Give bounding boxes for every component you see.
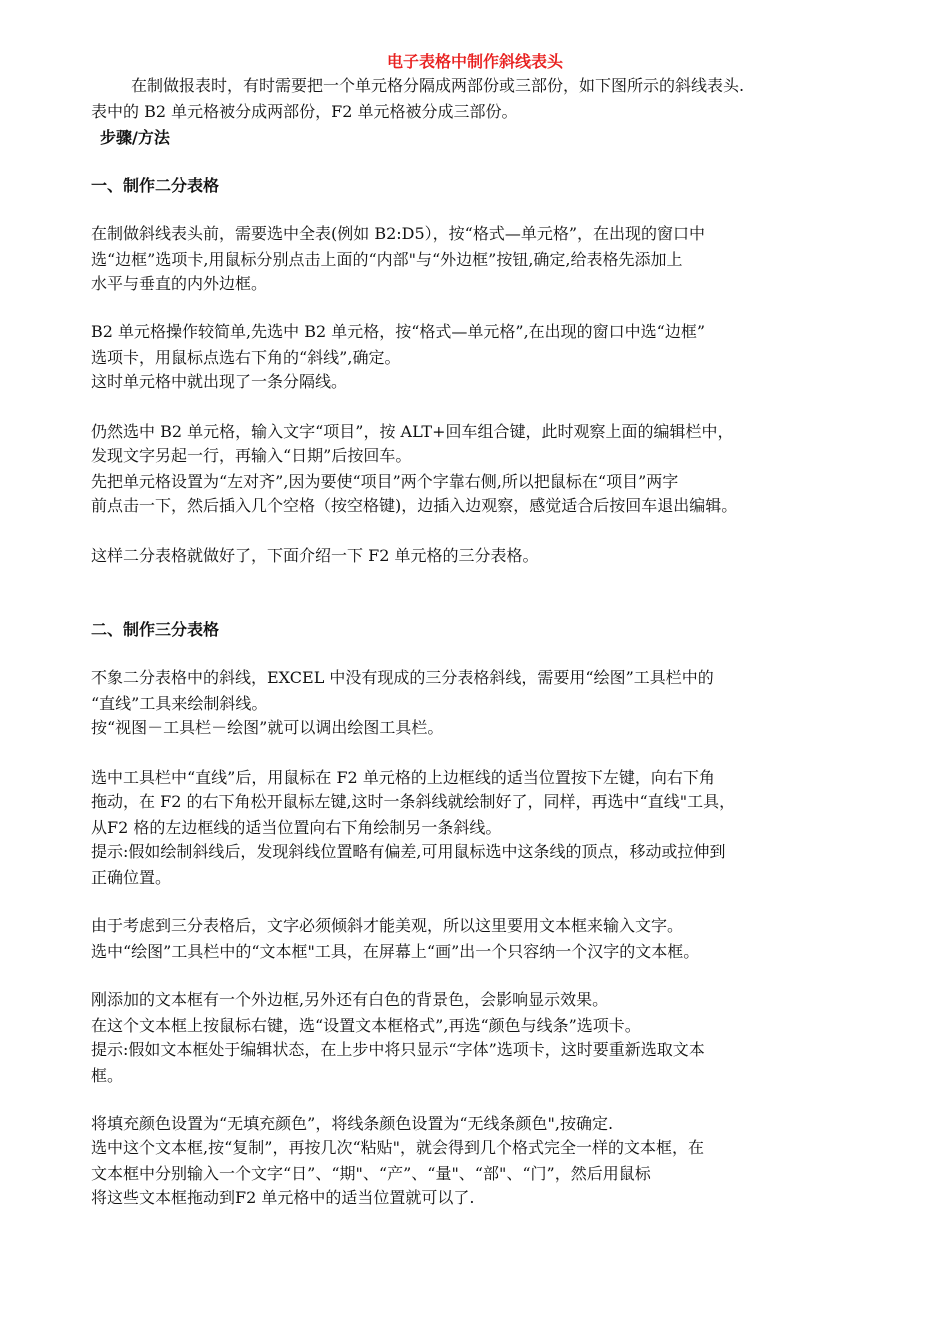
intro-line-1: 在制做报表时，有时需要把一个单元格分隔成两部份或三部份，如下图所示的斜线表头. [131,76,745,95]
section1-paragraph2-line: 选项卡，用鼠标点选右下角的“斜线”,确定。 [91,348,401,367]
section2-paragraph3-line: 选中“绘图”工具栏中的“文本框"工具，在屏幕上“画”出一个只容纳一个汉字的文本框。 [91,942,700,961]
section2-paragraph2-line: 选中工具栏中“直线”后，用鼠标在 F2 单元格的上边框线的适当位置按下左键，向右下角 [91,768,715,787]
section1-paragraph1-line: 水平与垂直的内外边框。 [91,274,268,293]
intro-line-2: 表中的 B2 单元格被分成两部份，F2 单元格被分成三部份。 [91,102,518,121]
section1-paragraph2-line: B2 单元格操作较简单,先选中 B2 单元格，按“格式—单元格”,在出现的窗口中选“边框” [91,322,706,341]
section2-paragraph1-line: 不象二分表格中的斜线，EXCEL 中没有现成的三分表格斜线，需要用“绘图”工具栏中的 [91,668,714,687]
section2-paragraph5-line: 将这些文本框拖动到F2 单元格中的适当位置就可以了. [91,1188,475,1207]
section2-paragraph5-line: 将填充颜色设置为“无填充颜色”，将线条颜色设置为“无线条颜色",按确定. [91,1114,614,1133]
section2-paragraph1-line: 按“视图－工具栏－绘图”就可以调出绘图工具栏。 [91,718,444,737]
section1-heading: 一、制作二分表格 [91,176,220,195]
section1-paragraph3-line: 发现文字另起一行，再输入“日期”后按回车。 [91,446,412,465]
section2-paragraph4-line: 提示:假如文本框处于编辑状态，在上步中将只显示“字体”选项卡，这时要重新选取文本 [91,1040,705,1059]
section2-paragraph1-line: “直线”工具来绘制斜线。 [91,694,268,713]
section2-paragraph3-line: 由于考虑到三分表格后，文字必须倾斜才能美观，所以这里要用文本框来输入文字。 [91,916,684,935]
section2-paragraph4-line: 框。 [91,1066,124,1085]
document-title: 电子表格中制作斜线表头 [386,52,563,71]
section2-paragraph2-line: 提示:假如绘制斜线后，发现斜线位置略有偏差,可用鼠标选中这条线的顶点，移动或拉伸到 [91,842,726,861]
section2-paragraph5-line: 选中这个文本框,按“复制”，再按几次“粘贴"，就会得到几个格式完全一样的文本框，在 [91,1138,704,1157]
section2-paragraph4-line: 在这个文本框上按鼠标右键，选“设置文本框格式”,再选“颜色与线条”选项卡。 [91,1016,641,1035]
section1-paragraph1-line: 选“边框”选项卡,用鼠标分别点击上面的“内部"与“外边框”按钮,确定,给表格先添加上 [91,250,683,269]
section1-paragraph3-line: 仍然选中 B2 单元格，输入文字“项目”，按 ALT+回车组合键，此时观察上面的编辑栏中， [91,422,734,441]
steps-heading: 步骤/方法 [100,128,170,147]
section1-paragraph2-line: 这时单元格中就出现了一条分隔线。 [91,372,348,391]
section2-paragraph5-line: 文本框中分别输入一个文字“日”、“期"、“产”、“量"、“部"、“门”，然后用鼠标 [91,1164,651,1183]
section1-paragraph1-line: 在制做斜线表头前，需要选中全表(例如 B2:D5），按“格式—单元格”，在出现的窗口中 [91,224,706,243]
section2-paragraph2-line: 拖动，在 F2 的右下角松开鼠标左键,这时一条斜线就绘制好了，同样，再选中“直线"工具， [91,792,736,811]
section2-paragraph2-line: 正确位置。 [91,868,172,887]
section1-paragraph3-line: 先把单元格设置为“左对齐”,因为要使“项目”两个字靠右侧,所以把鼠标在“项目”两字 [91,472,679,491]
section1-paragraph3-line: 前点击一下，然后插入几个空格（按空格键)，边插入边观察，感觉适合后按回车退出编辑。 [91,496,738,515]
section2-heading: 二、制作三分表格 [91,620,220,639]
section2-paragraph4-line: 刚添加的文本框有一个外边框,另外还有白色的背景色，会影响显示效果。 [91,990,609,1009]
section1-paragraph4-line: 这样二分表格就做好了，下面介绍一下 F2 单元格的三分表格。 [91,546,539,565]
section2-paragraph2-line: 从F2 格的左边框线的适当位置向右下角绘制另一条斜线。 [91,818,502,837]
